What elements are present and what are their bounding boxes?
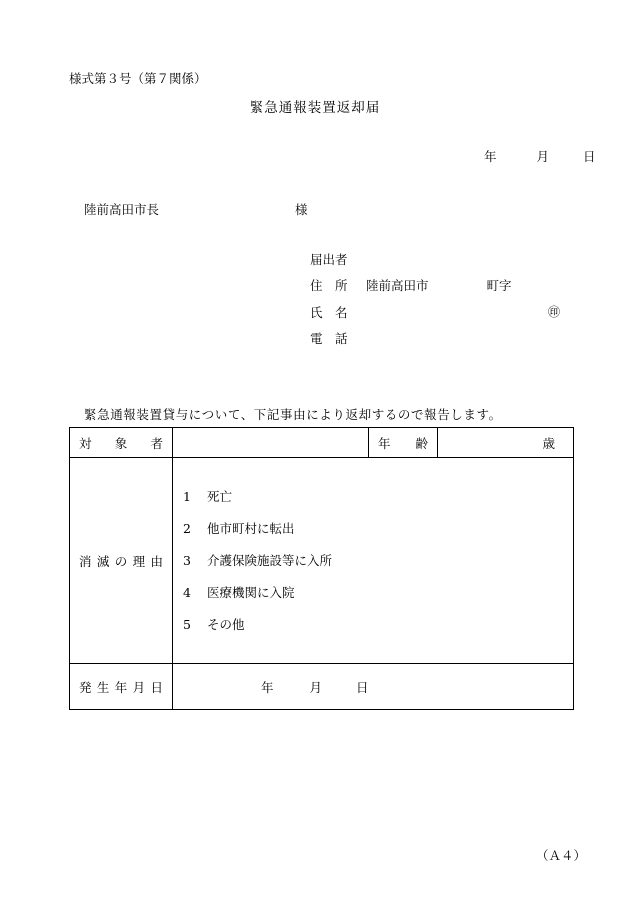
phone-label: 電 話 xyxy=(310,331,348,346)
form-number: 様式第３号（第７関係） xyxy=(69,71,207,86)
reason-item[interactable]: 4 医療機関に入院 xyxy=(183,584,295,600)
reason-item[interactable]: 1 死亡 xyxy=(183,488,233,504)
applicant-phone xyxy=(310,329,366,347)
applicant-heading: 届出者 xyxy=(310,252,348,267)
date-day: 日 xyxy=(583,149,596,164)
return-form-table xyxy=(69,427,574,710)
age-field[interactable] xyxy=(438,428,574,458)
address-label: 住 所 xyxy=(310,278,348,293)
reason-label: 消滅の理由 xyxy=(70,458,173,664)
name-label: 氏 名 xyxy=(310,305,348,320)
addressee-honorific: 様 xyxy=(295,202,308,217)
applicant-name xyxy=(310,303,366,321)
reason-item[interactable]: 2 他市町村に転出 xyxy=(183,520,295,536)
addressee-name: 陸前高田市長 xyxy=(84,202,160,217)
applicant-address xyxy=(310,276,512,294)
reason-item[interactable]: 5 その他 xyxy=(183,616,245,632)
date-month: 月 xyxy=(536,149,550,164)
address-town: 町字 xyxy=(486,278,512,293)
reason-item[interactable]: 3 介護保険施設等に入所 xyxy=(183,552,333,568)
age-unit: 歳 xyxy=(542,435,555,451)
reason-list xyxy=(173,458,574,664)
subject-field[interactable] xyxy=(173,428,369,458)
address-city: 陸前高田市 xyxy=(366,278,429,293)
paper-size-note: （Ａ４） xyxy=(536,848,587,863)
document-title: 緊急通報装置返却届 xyxy=(249,100,381,116)
occurrence-date-field[interactable]: 年 月 日 xyxy=(173,664,574,710)
statement-text: 緊急通報装置貸与について、下記事由により返却するので報告します。 xyxy=(84,407,502,422)
age-label: 年齢 xyxy=(369,428,438,458)
submission-date xyxy=(484,147,596,165)
seal-icon: ㊞ xyxy=(548,305,561,319)
subject-label: 対象者 xyxy=(70,428,173,458)
occurrence-label: 発生年月日 xyxy=(70,664,173,710)
date-year: 年 xyxy=(484,149,497,164)
